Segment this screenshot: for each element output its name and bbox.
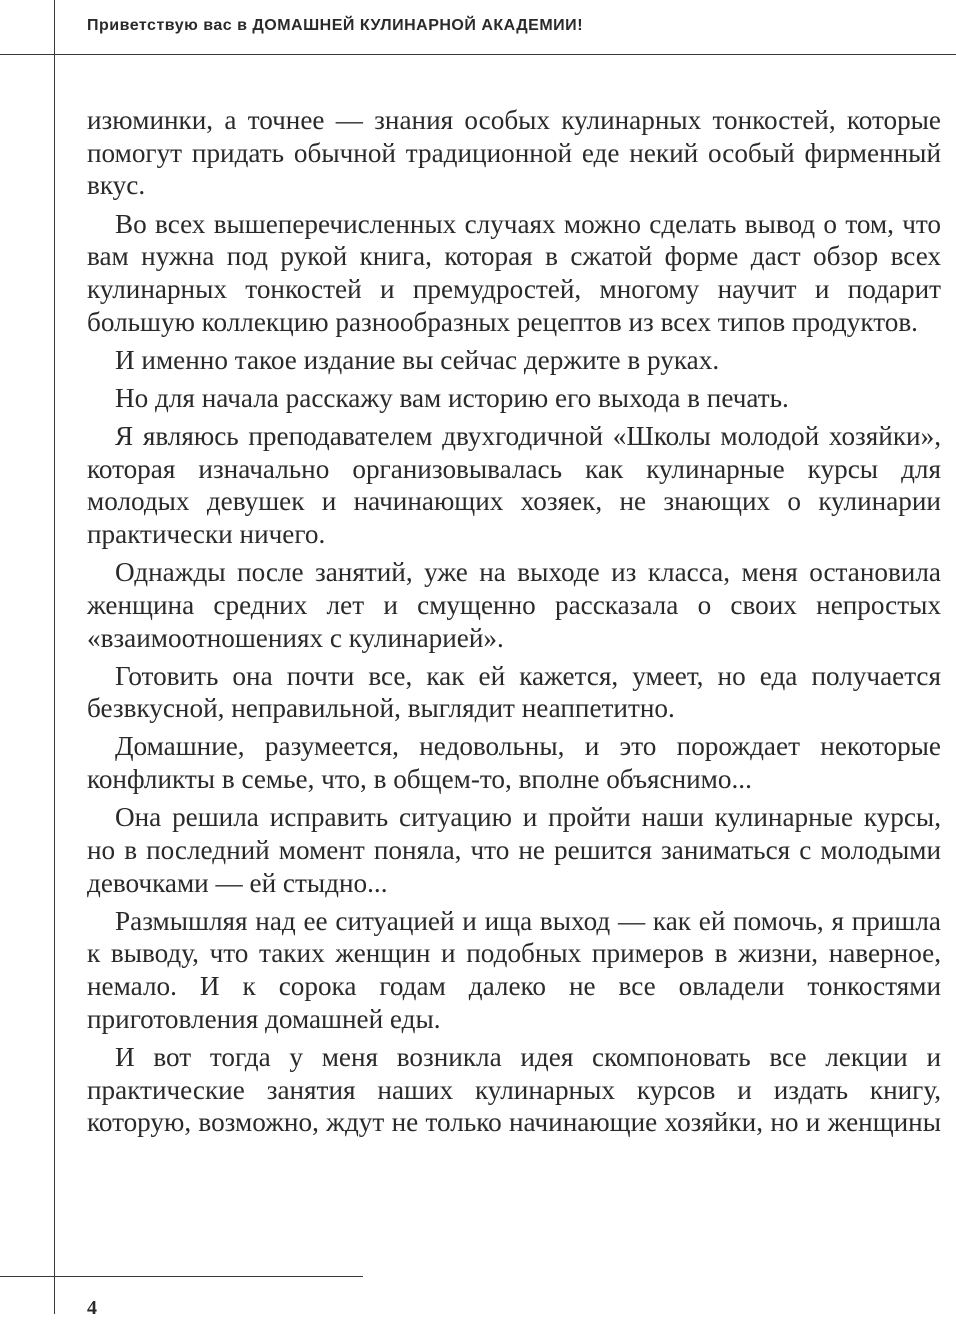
paragraph: Домашние, разумеется, недовольны, и это порождает некоторые конфликты в семье, что, в общем-то, вполне объяснимо... xyxy=(87,731,941,795)
running-head-suffix: ! xyxy=(577,17,584,34)
page-number: 4 xyxy=(87,1297,97,1319)
footer-rule xyxy=(0,1276,363,1277)
margin-vertical-rule xyxy=(54,0,55,1314)
paragraph: Я являюсь преподавателем двухгодичной «Школы молодой хозяйки», которая изначально организовывалась как кулинарные курсы для молодых девушек и начинающих хозяек, не знающих о кулинарии практически ничего. xyxy=(87,420,941,549)
paragraph: Готовить она почти все, как ей кажется, умеет, но еда получается безвкусной, неправильной, выглядит неаппетитно. xyxy=(87,660,941,724)
paragraph: Размышляя над ее ситуацией и ища выход — как ей помочь, я пришла к выводу, что таких женщин и подобных примеров в жизни, наверное, немало. И к сорока годам далеко не все овладели тонкостями приготовления домашней еды. xyxy=(87,905,941,1034)
paragraph: Однажды после занятий, уже на выходе из класса, меня остановила женщина средних лет и смущенно рассказала о своих непростых «взаимоотношениях с кулинарией». xyxy=(87,557,941,653)
paragraph: И вот тогда у меня возникла идея скомпоновать все лекции и практические занятия наших кулинарных курсов и издать книгу, которую, возможно, ждут не только начинающие хозяйки, но и женщины xyxy=(87,1041,941,1138)
paragraph: Она решила исправить ситуацию и пройти наши кулинарные курсы, но в последний момент поняла, что не решится заниматься с молодыми девочками — ей стыдно... xyxy=(87,802,941,898)
running-head-prefix: Приветствую вас в xyxy=(87,17,253,34)
paragraph: Во всех вышеперечисленных случаях можно сделать вывод о том, что вам нужна под рукой книга, которая в сжатой форме даст обзор всех кулинарных тонкостей и премудростей, многому научит и подарит большую коллекцию разнообразных рецептов из всех типов продуктов. xyxy=(87,208,941,337)
paragraph: изюминки, а точнее — знания особых кулинарных тонкостей, которые помогут придать обычной традиционной еде некий особый фирменный вкус. xyxy=(87,105,941,201)
running-head-book-name: ДОМАШНЕЙ КУЛИНАРНОЙ АКАДЕМИИ xyxy=(252,17,578,34)
paragraph: Но для начала расскажу вам историю его выхода в печать. xyxy=(115,382,789,413)
running-head xyxy=(87,17,583,35)
paragraph: И именно такое издание вы сейчас держите в руках. xyxy=(115,344,720,375)
body-text xyxy=(87,104,941,1144)
header-rule xyxy=(0,54,956,55)
